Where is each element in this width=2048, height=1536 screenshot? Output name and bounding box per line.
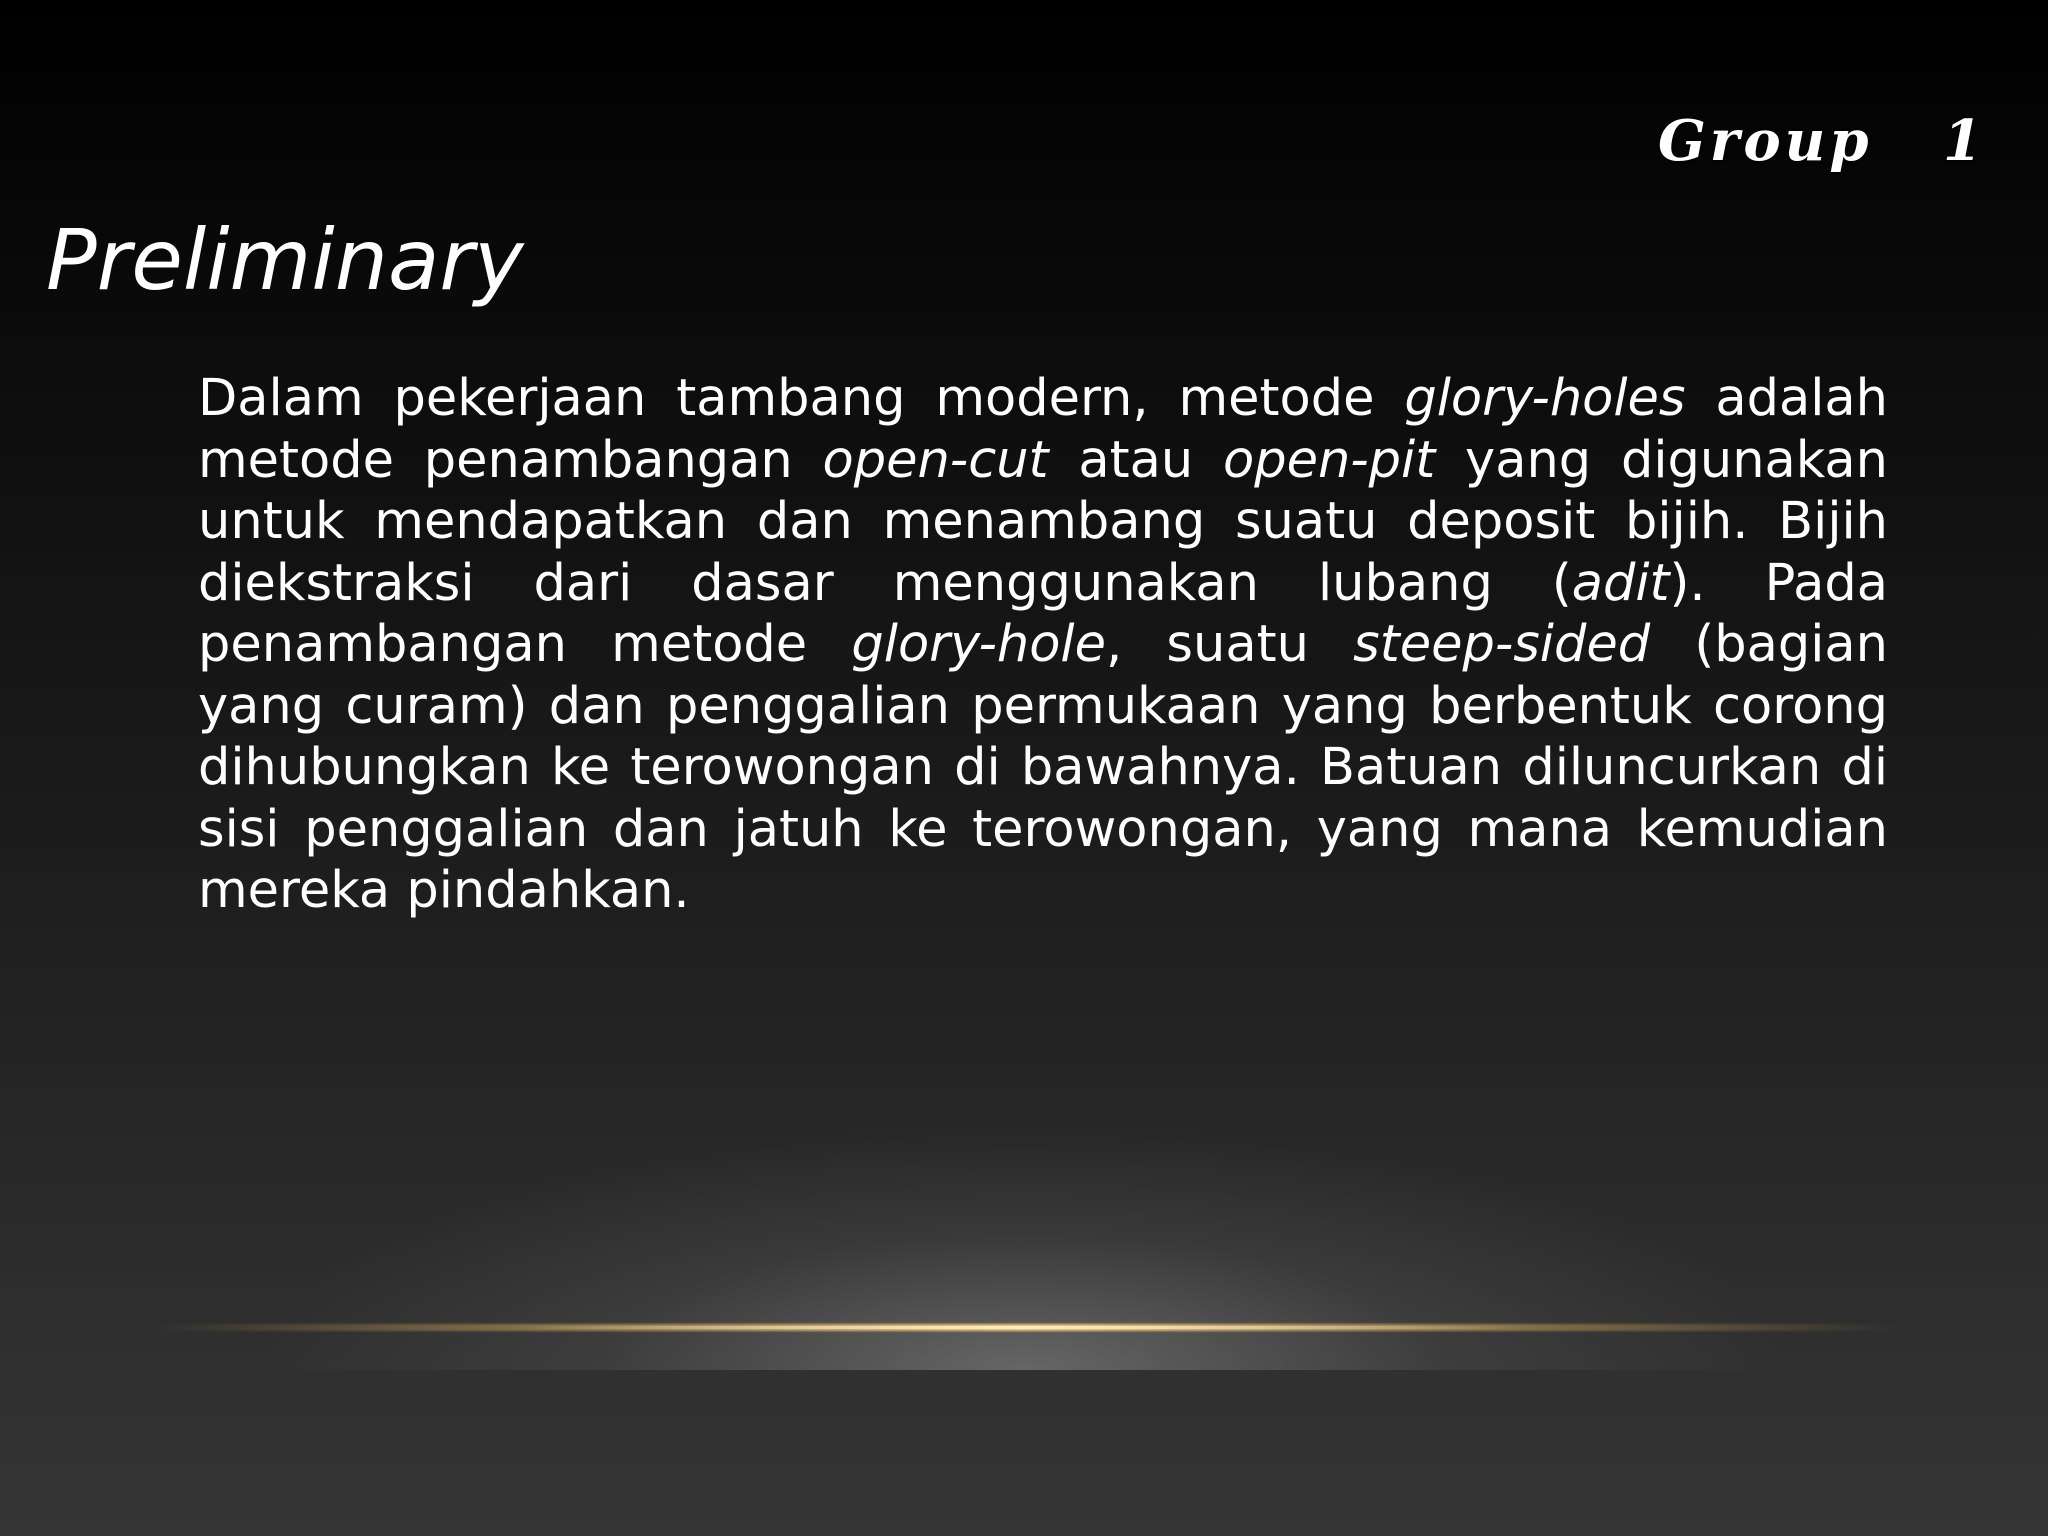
slide-title: Preliminary: [46, 211, 524, 309]
italic-term: steep-sided: [1353, 615, 1651, 674]
italic-term: open-pit: [1223, 430, 1436, 490]
decorative-glow: [274, 1130, 1774, 1370]
body-paragraph: [198, 368, 1888, 922]
italic-term: glory-holes: [1404, 369, 1686, 428]
italic-term: glory-hole: [851, 615, 1106, 674]
paragraph-text: atau: [1048, 430, 1223, 490]
group-label: Group 1: [1657, 108, 1986, 174]
italic-term: open-cut: [822, 430, 1049, 490]
paragraph-text: ). Pada penambangan metode: [198, 553, 1888, 674]
decorative-accent-line-core: [520, 1326, 1520, 1329]
paragraph-text: Dalam pekerjaan tambang modern, metode: [198, 369, 1405, 428]
paragraph-text: , suatu: [1105, 615, 1354, 674]
italic-term: adit: [1571, 553, 1670, 613]
paragraph-text: (bagian yang curam) dan penggalian permukaan yang berbentuk corong dihubungkan ke terowongan di bawahnya. Batuan diluncurkan di sisi penggalian dan jatuh ke terowongan, yang mana kemudian mereka pindahkan.: [198, 615, 1888, 920]
paragraph-text: adalah metode penambangan: [198, 369, 1888, 490]
paragraph-text: yang digunakan untuk mendapatkan dan menambang suatu deposit bijih. Bijih diekstraksi dari dasar menggunakan lubang (: [198, 430, 1888, 613]
